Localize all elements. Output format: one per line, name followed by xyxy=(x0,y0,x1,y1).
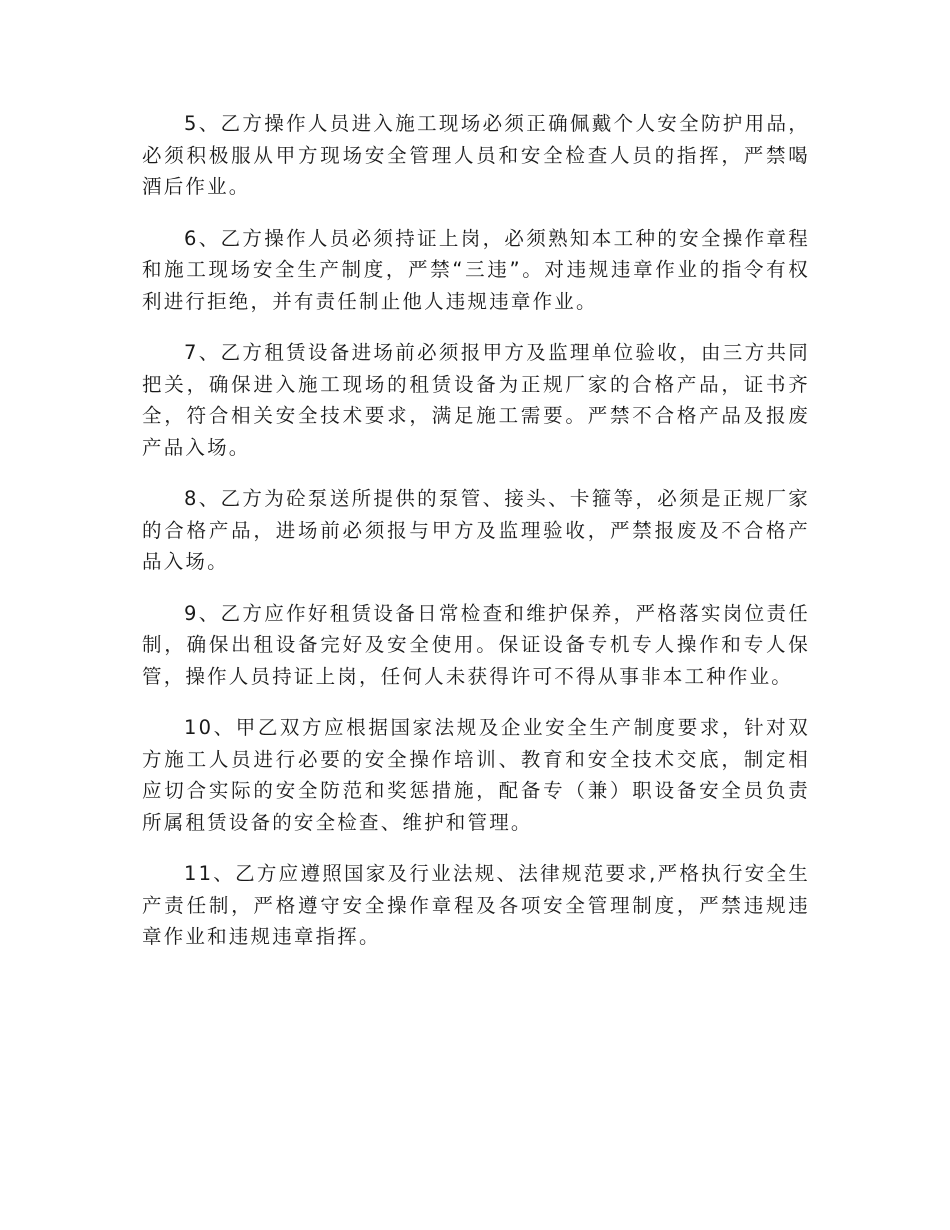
clause-6-paragraph: 6、乙方操作人员必须持证上岗，必须熟知本工种的安全操作章程和施工现场安全生产制度，严禁“三违”。对违规违章作业的指令有权利进行拒绝，并有责任制止他人违规违章作业。 xyxy=(142,226,810,313)
document-body xyxy=(142,108,810,953)
clause-5-paragraph: 5、乙方操作人员进入施工现场必须正确佩戴个人安全防护用品，必须积极服从甲方现场安全管理人员和安全检查人员的指挥，严禁喝酒后作业。 xyxy=(142,112,810,198)
clause-8-paragraph: 8、乙方为砼泵送所提供的泵管、接头、卡箍等，必须是正规厂家的合格产品，进场前必须报与甲方及监理验收，严禁报废及不合格产品入场。 xyxy=(142,487,810,573)
clause-9-paragraph: 9、乙方应作好租赁设备日常检查和维护保养，严格落实岗位责任制，确保出租设备完好及安全使用。保证设备专机专人操作和专人保管，操作人员持证上岗，任何人未获得许可不得从事非本工种作业。 xyxy=(142,601,810,688)
clause-11-paragraph: 11、乙方应遵照国家及行业法规、法律规范要求,严格执行安全生产责任制，严格遵守安全操作章程及各项安全管理制度，严禁违规违章作业和违规违章指挥。 xyxy=(142,862,810,948)
clause-10-paragraph: 10、甲乙双方应根据国家法规及企业安全生产制度要求，针对双方施工人员进行必要的安全操作培训、教育和安全技术交底，制定相应切合实际的安全防范和奖惩措施，配备专（兼）职设备安全员负责所属租赁设备的安全检查、维护和管理。 xyxy=(142,716,810,834)
clause-7-paragraph: 7、乙方租赁设备进场前必须报甲方及监理单位验收，由三方共同把关，确保进入施工现场的租赁设备为正规厂家的合格产品，证书齐全，符合相关安全技术要求，满足施工需要。严禁不合格产品及报废产品入场。 xyxy=(142,341,810,459)
